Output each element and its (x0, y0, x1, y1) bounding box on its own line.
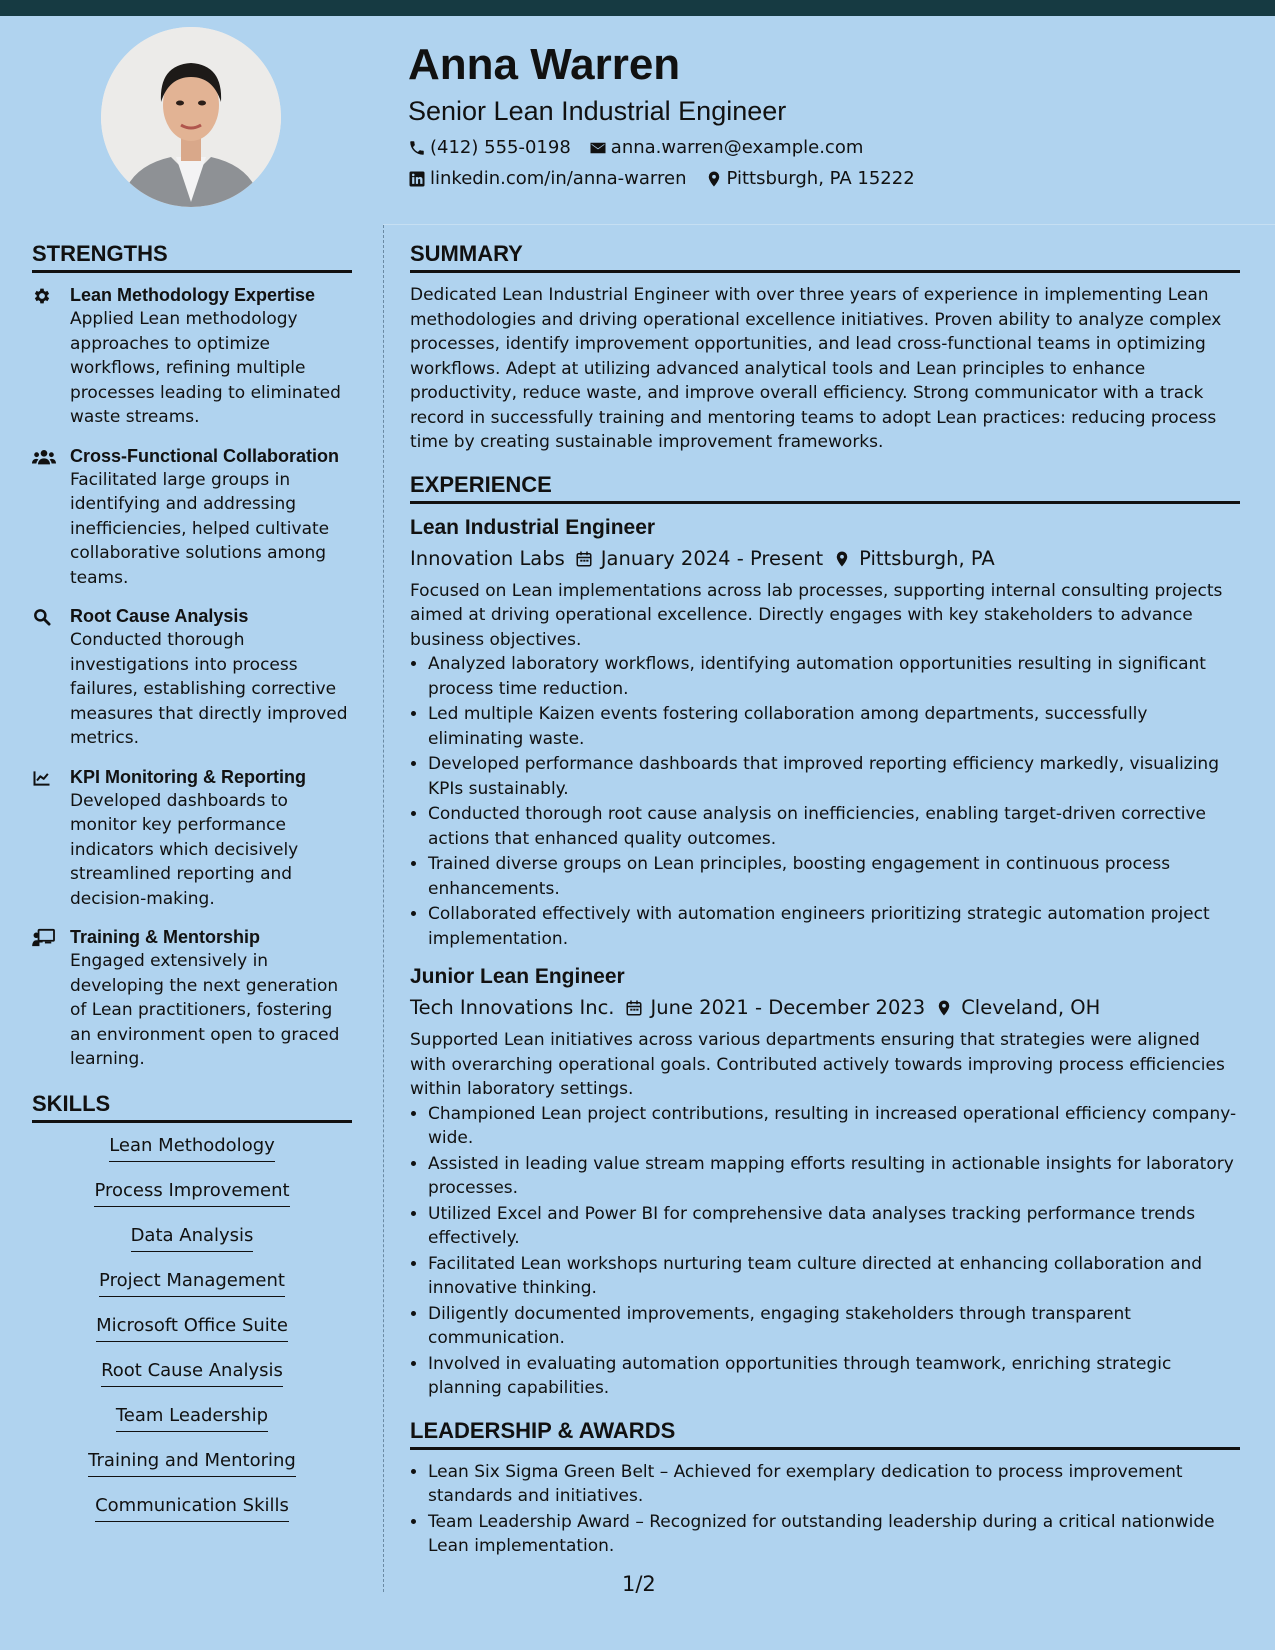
skill-tag: Data Analysis (131, 1224, 254, 1252)
contact-row-1 (408, 137, 1228, 159)
list-item: • Conducted thorough root cause analysis on inefficiencies, enabling target-driven corrective actions that enhanced quality outcomes. (428, 802, 1240, 851)
calendar-icon (625, 999, 643, 1017)
location (705, 168, 915, 190)
email[interactable] (589, 137, 864, 159)
list-item: • Championed Lean project contributions, resulting in increased operational efficiency company-wide. (428, 1102, 1240, 1151)
list-item: • Developed performance dashboards that improved reporting efficiency markedly, visualizing KPIs sustainably. (428, 752, 1240, 801)
skill-tag: Root Cause Analysis (101, 1359, 283, 1387)
skill-tag: Communication Skills (95, 1494, 289, 1522)
job-title: Junior Lean Engineer (410, 965, 625, 988)
strength-item (32, 925, 352, 1072)
header (408, 40, 1228, 190)
job-meta (410, 545, 1240, 573)
strength-desc: Applied Lean methodology approaches to optimize workflows, refining multiple processes leading to eliminated waste streams. (70, 309, 341, 427)
strength-desc: Engaged extensively in developing the next generation of Lean practitioners, fostering an environment open to graced learning. (70, 951, 340, 1069)
strength-item (32, 444, 352, 591)
envelope-icon (589, 139, 607, 157)
job-bullets (410, 652, 1240, 951)
skill-tag: Project Management (99, 1269, 285, 1297)
calendar-icon (575, 550, 593, 568)
skill-tag: Process Improvement (94, 1179, 289, 1207)
map-pin-icon (935, 999, 953, 1017)
list-item: • Trained diverse groups on Lean principles, boosting engagement in continuous process enhancements. (428, 852, 1240, 901)
right-column (410, 240, 1240, 1571)
job-dates-text: January 2024 - Present (600, 546, 824, 570)
list-item: • Analyzed laboratory workflows, identifying automation opportunities resulting in significant process time reduction. (428, 652, 1240, 701)
map-pin-icon (705, 170, 723, 188)
teacher-icon (32, 925, 70, 1072)
chart-line-icon (32, 765, 70, 912)
email-text[interactable]: anna.warren@example.com (610, 137, 864, 158)
job-company: Innovation Labs (410, 546, 565, 570)
strength-item (32, 765, 352, 912)
job-description: Focused on Lean implementations across lab processes, supporting internal consulting projects aimed at driving operational excellence. Directly engages with key stakeholders to advance business objectives. (410, 580, 1223, 650)
strength-title: Root Cause Analysis (70, 606, 249, 626)
strength-desc: Conducted thorough investigations into process failures, establishing corrective measures that directly improved metrics. (70, 630, 348, 748)
strength-desc: Developed dashboards to monitor key performance indicators which decisively streamlined reporting and decision-making. (70, 790, 299, 909)
list-item: • Led multiple Kaizen events fostering collaboration among departments, successfully eliminating waste. (428, 702, 1240, 751)
summary-heading: SUMMARY (410, 240, 1240, 273)
job-bullets (410, 1102, 1240, 1401)
phone-text: (412) 555-0198 (430, 137, 571, 158)
list-item: • Utilized Excel and Power BI for comprehensive data analyses tracking performance trends effectively. (428, 1202, 1240, 1251)
left-column (32, 240, 352, 1528)
job-entry (410, 963, 1240, 1401)
profile-photo (101, 27, 281, 207)
skills-list (32, 1134, 352, 1528)
job-dates (575, 545, 823, 573)
job-entry (410, 514, 1240, 952)
linkedin-text[interactable]: linkedin.com/in/anna-warren (430, 168, 687, 189)
strength-item (32, 604, 352, 751)
search-icon (32, 604, 70, 751)
strength-title: Cross-Functional Collaboration (70, 445, 340, 466)
job-company: Tech Innovations Inc. (410, 996, 615, 1019)
linkedin[interactable] (408, 168, 687, 190)
strength-item (32, 283, 352, 430)
skill-tag: Lean Methodology (109, 1134, 275, 1162)
linkedin-icon (408, 170, 426, 188)
column-divider (383, 225, 384, 1592)
list-item: • Involved in evaluating automation opportunities through teamwork, enriching strategic planning capabilities. (428, 1352, 1240, 1401)
job-dates (625, 994, 926, 1022)
list-item: • Collaborated effectively with automation engineers prioritizing strategic automation project implementation. (428, 902, 1240, 951)
list-item: • Diligently documented improvements, engaging stakeholders through transparent communication. (428, 1302, 1240, 1351)
candidate-title: Senior Lean Industrial Engineer (408, 96, 787, 126)
job-location (935, 994, 1100, 1022)
skill-tag: Microsoft Office Suite (96, 1314, 288, 1342)
strength-desc: Facilitated large groups in identifying and addressing inefficiencies, helped cultivate collaborative solutions among teams. (70, 469, 330, 588)
top-bar (0, 0, 1275, 16)
strengths-heading: STRENGTHS (32, 240, 352, 273)
job-location-text: Pittsburgh, PA (859, 546, 995, 570)
contact-row-2 (408, 168, 1228, 190)
summary-text: Dedicated Lean Industrial Engineer with over three years of experience in implementing Lean methodologies and driving operational excellence initiatives. Proven ability to analyze complex processes, identify improvement opportunities, and lead cross-functional teams in optimizing workflows. Adept at utilizing advanced analytical tools and Lean principles to enhance productivity, reduce waste, and improve overall efficiency. Strong communicator with a track record in successfully training and mentoring teams to adopt Lean practices: reducing process time by creating sustainable improvement frameworks. (410, 285, 1222, 452)
awards-list (410, 1460, 1240, 1559)
strength-title: KPI Monitoring & Reporting (70, 766, 306, 787)
map-pin-icon (833, 550, 851, 568)
job-title: Lean Industrial Engineer (410, 515, 656, 539)
list-item: • Lean Six Sigma Green Belt – Achieved for exemplary dedication to process improvement standards and initiatives. (428, 1460, 1240, 1509)
skills-heading: SKILLS (32, 1090, 352, 1123)
awards-heading: LEADERSHIP & AWARDS (410, 1417, 1240, 1450)
job-location (833, 545, 995, 573)
skill-tag: Team Leadership (116, 1404, 268, 1432)
candidate-name: Anna Warren (408, 40, 681, 89)
job-location-text: Cleveland, OH (961, 996, 1101, 1019)
list-item: • Team Leadership Award – Recognized for outstanding leadership during a critical nationwide Lean implementation. (428, 1510, 1240, 1559)
list-item: • Facilitated Lean workshops nurturing team culture directed at enhancing collaboration and innovative thinking. (428, 1252, 1240, 1301)
job-dates-text: June 2021 - December 2023 (650, 996, 926, 1019)
phone (408, 137, 571, 159)
job-description: Supported Lean initiatives across various departments ensuring that strategies were aligned with overarching operational goals. Contributed actively towards improving process efficiencies within laboratory settings. (410, 1030, 1225, 1099)
gear-icon (32, 283, 70, 430)
phone-icon (408, 139, 426, 157)
location-text: Pittsburgh, PA 15222 (726, 168, 915, 189)
header-divider (383, 224, 1275, 225)
skill-tag: Training and Mentoring (88, 1449, 296, 1477)
users-icon (32, 444, 70, 591)
list-item: • Assisted in leading value stream mapping efforts resulting in actionable insights for laboratory processes. (428, 1152, 1240, 1201)
page-number: 1/2 (622, 1572, 656, 1596)
job-meta (410, 994, 1240, 1022)
strength-title: Training & Mentorship (70, 927, 261, 947)
strength-title: Lean Methodology Expertise (70, 285, 316, 305)
experience-heading: EXPERIENCE (410, 471, 1240, 504)
